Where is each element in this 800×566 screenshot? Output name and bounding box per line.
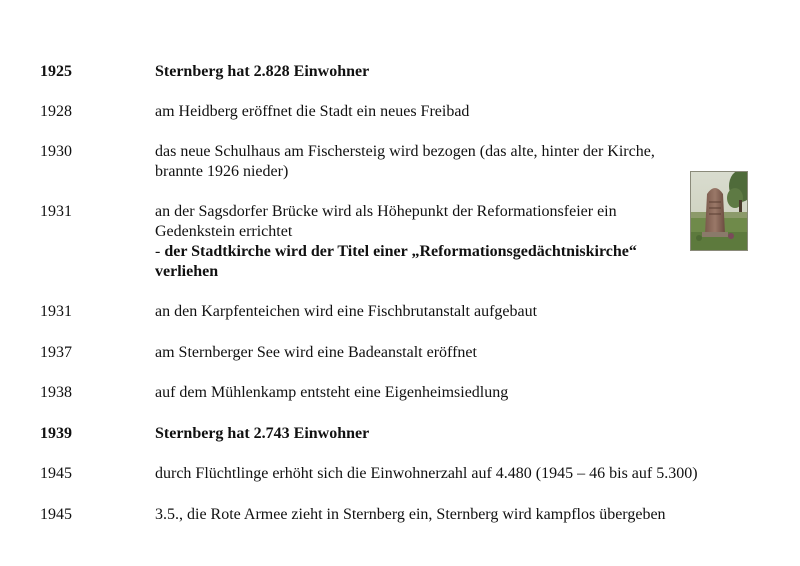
year: 1945 bbox=[40, 506, 72, 523]
entry-text bbox=[155, 102, 755, 122]
entry-line: am Sternberger See wird eine Badeanstalt eröffnet bbox=[155, 344, 477, 361]
year: 1939 bbox=[40, 425, 72, 442]
entry-text bbox=[155, 302, 755, 322]
entry-text bbox=[155, 464, 755, 484]
entry-text bbox=[155, 142, 755, 182]
entry-line: am Heidberg eröffnet die Stadt ein neues Freibad bbox=[155, 103, 470, 120]
entry-line: Gedenkstein errichtet bbox=[155, 223, 293, 240]
entry-text bbox=[155, 424, 755, 444]
year: 1930 bbox=[40, 143, 72, 160]
entry-text bbox=[155, 343, 755, 363]
year: 1931 bbox=[40, 203, 72, 220]
year: 1938 bbox=[40, 384, 72, 401]
entry-line: Sternberg hat 2.743 Einwohner bbox=[155, 425, 370, 442]
year: 1937 bbox=[40, 344, 72, 361]
year: 1928 bbox=[40, 103, 72, 120]
year: 1925 bbox=[40, 63, 72, 80]
entry-line: brannte 1926 nieder) bbox=[155, 163, 289, 180]
entry-text bbox=[155, 202, 755, 282]
entry-text bbox=[155, 383, 755, 403]
sub-entry-text: der Stadtkirche wird der Titel einer „Reformationsgedächtniskirche“ bbox=[164, 243, 637, 260]
entry-line: 3.5., die Rote Armee zieht in Sternberg ein, Sternberg wird kampflos übergeben bbox=[155, 506, 666, 523]
entry-line: durch Flüchtlinge erhöht sich die Einwohnerzahl auf 4.480 (1945 – 46 bis auf 5.300) bbox=[155, 465, 698, 482]
entry-line: Sternberg hat 2.828 Einwohner bbox=[155, 63, 370, 80]
sub-entry-prefix: - bbox=[155, 243, 165, 260]
entry-line: an der Sagsdorfer Brücke wird als Höhepunkt der Reformationsfeier ein bbox=[155, 203, 617, 220]
year: 1931 bbox=[40, 303, 72, 320]
entry-line: auf dem Mühlenkamp entsteht eine Eigenheimsiedlung bbox=[155, 384, 509, 401]
entry-line: an den Karpfenteichen wird eine Fischbrutanstalt aufgebaut bbox=[155, 303, 538, 320]
year: 1945 bbox=[40, 465, 72, 482]
entry-text bbox=[155, 62, 755, 82]
memorial-stone-photo bbox=[690, 171, 748, 251]
sub-entry-line bbox=[155, 242, 755, 262]
sub-entry-line: verliehen bbox=[155, 263, 219, 280]
entry-text bbox=[155, 505, 755, 525]
entry-line: das neue Schulhaus am Fischersteig wird bezogen (das alte, hinter der Kirche, bbox=[155, 143, 655, 160]
